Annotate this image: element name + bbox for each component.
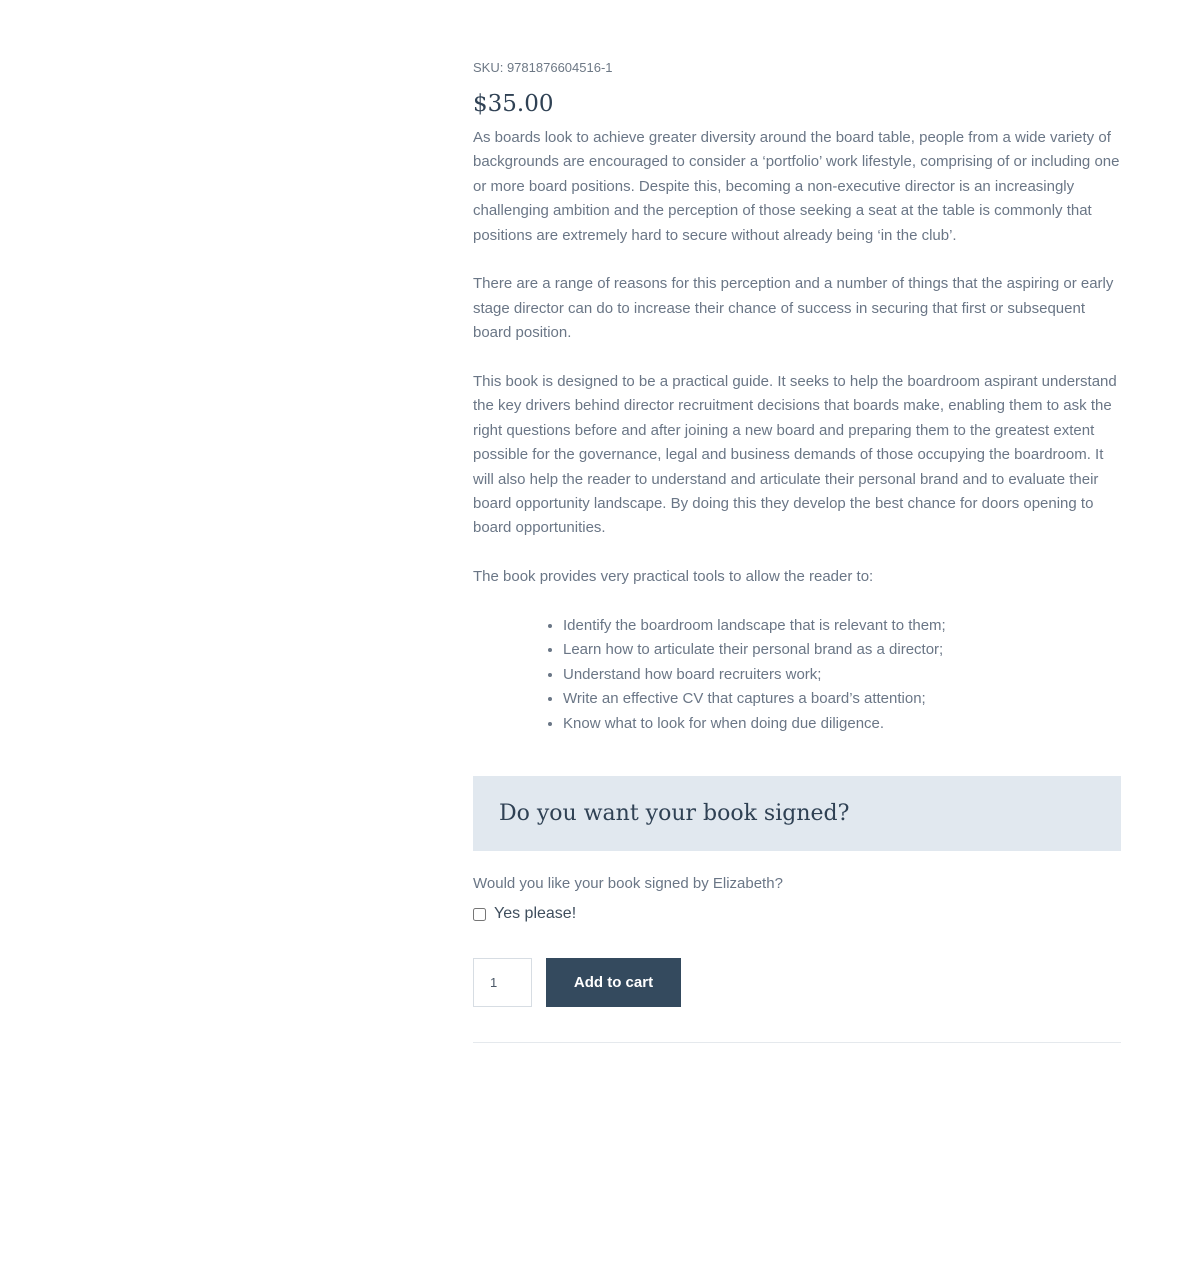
- signing-title: Do you want your book signed?: [499, 801, 850, 827]
- sign-book-checkbox-label: Yes please!: [494, 905, 577, 923]
- benefit-item: • Identify the boardroom landscape that is relevant to them;: [563, 614, 1121, 638]
- benefit-item: • Know what to look for when doing due diligence.: [563, 712, 1121, 736]
- add-to-cart-button[interactable]: Add to cart: [546, 958, 681, 1007]
- description-paragraph: The book provides very practical tools to allow the reader to:: [473, 568, 874, 586]
- signing-question: Would you like your book signed by Elizabeth?: [473, 875, 783, 893]
- description-paragraph: There are a range of reasons for this perception and a number of things that the aspiring or early stage director can do to increase their chance of success in securing that first or subsequent board position.: [473, 275, 1114, 342]
- description-paragraph: This book is designed to be a practical guide. It seeks to help the boardroom aspirant understand the key drivers behind director recruitment decisions that boards make, enabling them to ask the right questions before and after joining a new board and preparing them to the greatest extent possible for the governance, legal and business demands of those occupying the boardroom. It will also help the reader to understand and articulate their personal brand and to evaluate their board opportunity landscape. By doing this they develop the best chance for doors opening to board opportunities.: [473, 373, 1117, 537]
- benefit-item: • Write an effective CV that captures a board’s attention;: [563, 687, 1121, 711]
- quantity-input[interactable]: [473, 958, 532, 1007]
- benefit-item: • Learn how to articulate their personal brand as a director;: [563, 638, 1121, 662]
- description-paragraph: As boards look to achieve greater diversity around the board table, people from a wide variety of backgrounds are encouraged to consider a ‘portfolio’ work lifestyle, comprising of or including one or more board positions. Despite this, becoming a non-executive director is an increasingly challenging ambition and the perception of those seeking a seat at the table is commonly that positions are extremely hard to secure without already being ‘in the club’.: [473, 129, 1120, 244]
- benefits-list: [473, 614, 1121, 736]
- benefit-item: • Understand how board recruiters work;: [563, 663, 1121, 687]
- signing-option[interactable]: [473, 905, 1121, 923]
- product-price: $35.00: [473, 91, 554, 117]
- cart-row: [473, 958, 1121, 1007]
- product-description: [473, 126, 1121, 736]
- signing-section-header: [473, 776, 1121, 851]
- product-sku: SKU: 9781876604516-1: [473, 60, 613, 75]
- section-divider: [473, 1042, 1121, 1043]
- product-summary: [473, 58, 1121, 1051]
- sign-book-checkbox[interactable]: [473, 908, 486, 921]
